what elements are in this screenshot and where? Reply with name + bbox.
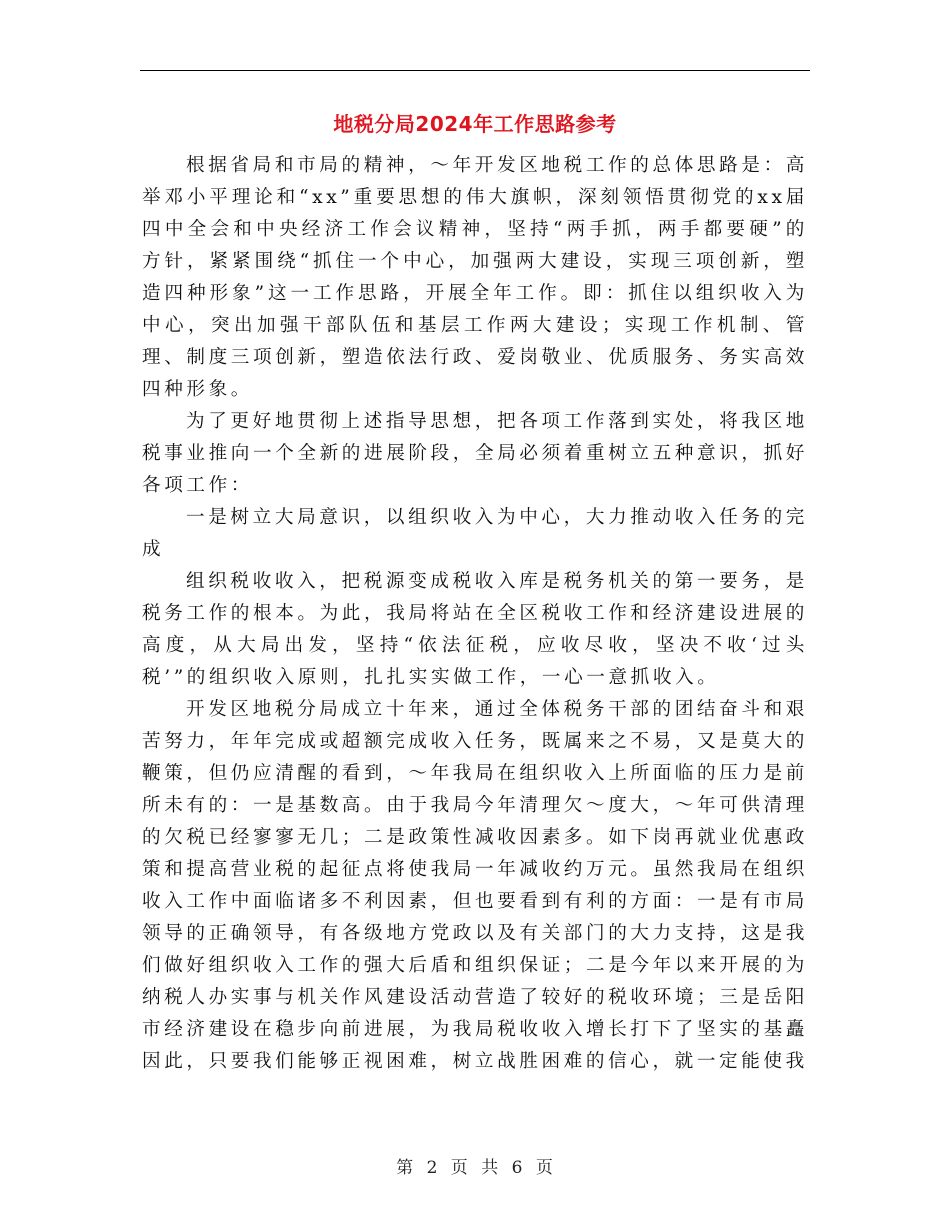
body-paragraph: 组织税收收入，把税源变成税收入库是税务机关的第一要务，是税务工作的根本。为此，我局将站在全区税收工作和经济建设进展的高度，从大局出发，坚持“依法征税，应收尽收，坚决不收‘过头税’”的组织收入原则，扎扎实实做工作，一心一意抓收入。 [142,571,808,688]
body-paragraph: 开发区地税分局成立十年来，通过全体税务干部的团结奋斗和艰苦努力，年年完成或超额完成收入任务，既属来之不易，又是莫大的鞭策，但仍应清醒的看到，～年我局在组织收入上所面临的压力是前所未有的：一是基数高。由于我局今年清理欠～度大，～年可供清理的欠税已经寥寥无几；二是政策性减收因素多。如下岗再就业优惠政策和提高营业税的起征点将使我局一年减收约万元。虽然我局在组织收入工作中面临诸多不利因素，但也要看到有利的方面：一是有市局领导的正确领导，有各级地方党政以及有关部门的大力支持，这是我们做好组织收入工作的强大后盾和组织保证；二是今年以来开展的为纳税人办实事与机关作风建设活动营造了较好的税收环境；三是岳阳市经济建设在稳步向前进展，为我局税收收入增长打下了坚实的基矗因此，只要我们能够正视困难，树立战胜困难的信心，就一定能使我 [142,699,808,1072]
body-paragraph: 一是树立大局意识，以组织收入为中心，大力推动收入任务的完成 [142,507,808,560]
header-rule [140,70,810,71]
document-body [142,150,808,1078]
body-paragraph: 根据省局和市局的精神，～年开发区地税工作的总体思路是：高举邓小平理论和“xx”重要思想的伟大旗帜，深刻领悟贯彻党的xx届四中全会和中央经济工作会议精神，坚持“两手抓，两手都要硬”的方针，紧紧围绕“抓住一个中心，加强两大建设，实现三项创新，塑造四种形象”这一工作思路，开展全年工作。即：抓住以组织收入为中心，突出加强干部队伍和基层工作两大建设；实现工作机制、管理、制度三项创新，塑造依法行政、爱岗敬业、优质服务、务实高效四种形象。 [142,155,808,400]
body-paragraph: 为了更好地贯彻上述指导思想，把各项工作落到实处，将我区地税事业推向一个全新的进展阶段，全局必须着重树立五种意识，抓好各项工作： [142,411,808,496]
document-title: 地税分局2024年工作思路参考 [333,112,617,136]
page-number: 第 2 页 共 6 页 [396,1158,554,1178]
